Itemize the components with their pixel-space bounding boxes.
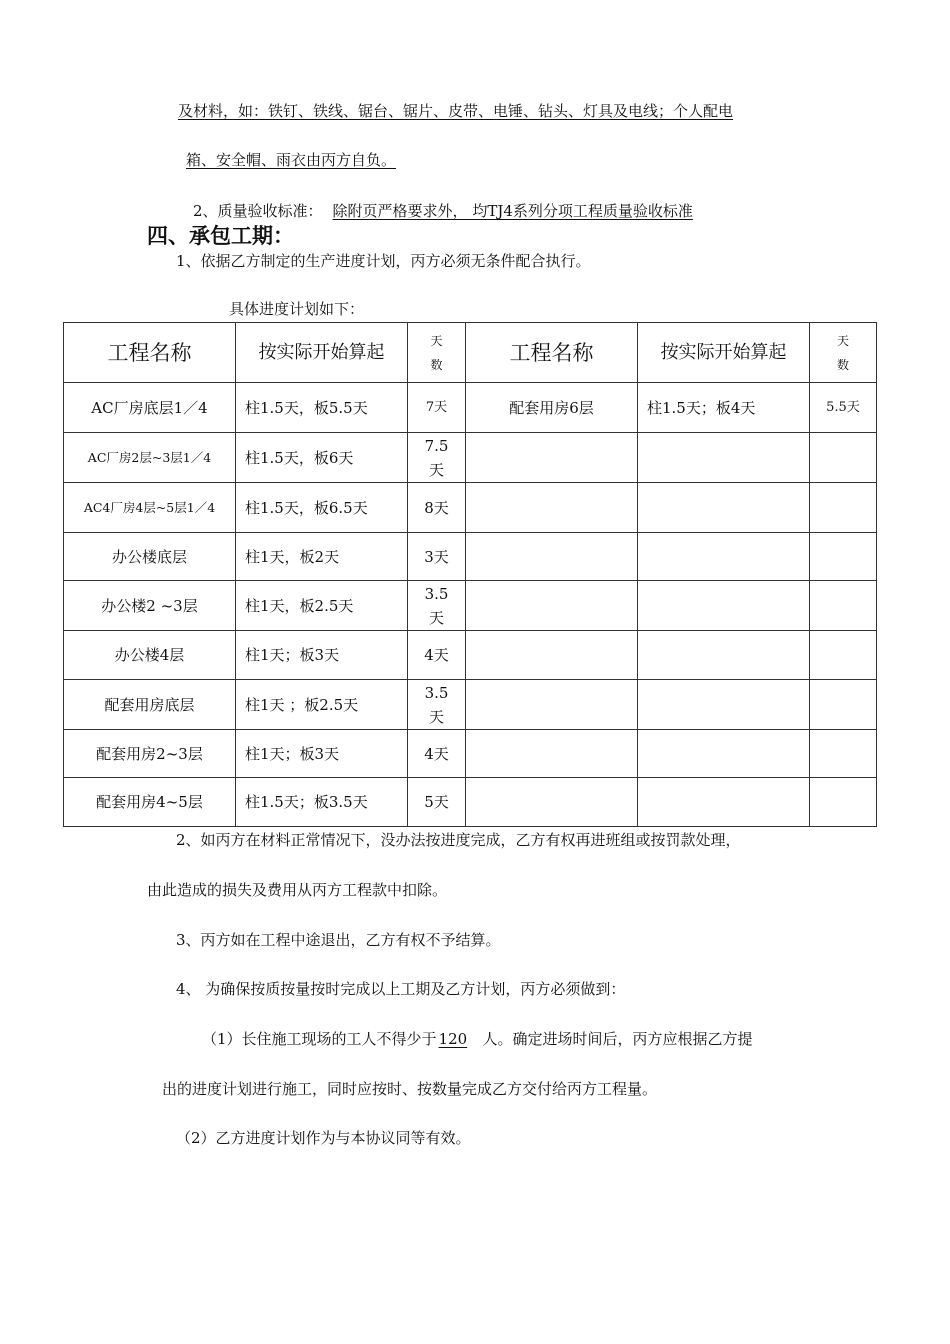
empty-cell	[638, 533, 810, 581]
row-project-name: 配套用房2~3层	[64, 730, 236, 778]
row-start: 柱1.5天；板3.5天	[236, 778, 408, 827]
row-days: 8天	[408, 483, 466, 533]
header-days-bottom-2: 数	[836, 357, 849, 372]
table-row	[64, 533, 877, 581]
clause-4-2: （2）乙方进度计划作为与本协议同等有效。	[176, 1129, 471, 1147]
row-start: 柱1天，板2天	[236, 533, 408, 581]
empty-cell	[638, 631, 810, 680]
table-row	[64, 778, 877, 827]
row-days-2: 5.5天	[810, 383, 877, 433]
row-start: 柱1天，板2.5天	[236, 581, 408, 631]
row-project-name: AC厂房2层~3层1／4	[64, 433, 236, 483]
intro-line-2: 箱、安全帽、雨衣由丙方自负。	[186, 151, 397, 169]
empty-cell	[810, 581, 877, 631]
header-days-bottom: 数	[430, 357, 443, 372]
row-project-name: 办公楼底层	[64, 533, 236, 581]
table-row	[64, 631, 877, 680]
table-row	[64, 383, 877, 433]
empty-cell	[466, 680, 638, 730]
row-start: 柱1天；板3天	[236, 631, 408, 680]
row-project-name: 配套用房底层	[64, 680, 236, 730]
empty-cell	[466, 730, 638, 778]
empty-cell	[810, 483, 877, 533]
header-days-top: 天	[430, 333, 443, 348]
empty-cell	[638, 778, 810, 827]
row-start: 柱1.5天，板5.5天	[236, 383, 408, 433]
row-start: 柱1天；板3天	[236, 730, 408, 778]
empty-cell	[638, 581, 810, 631]
row-days-unit: 天	[428, 460, 444, 479]
clause-2-line-2: 由此造成的损失及费用从丙方工程款中扣除。	[147, 881, 448, 899]
worker-count: 120	[438, 1030, 468, 1048]
clause-3: 3、丙方如在工程中途退出，乙方有权不予结算。	[176, 931, 501, 949]
row-days-unit: 天	[428, 707, 444, 726]
row-days	[408, 433, 466, 483]
clause-4-1-line-2: 出的进度计划进行施工，同时应按时、按数量完成乙方交付给丙方工程量。	[162, 1080, 658, 1098]
row-project-name-2: 配套用房6层	[466, 383, 638, 433]
row-project-name: 办公楼2 ~3层	[64, 581, 236, 631]
row-project-name: 配套用房4~5层	[64, 778, 236, 827]
clause-4: 4、 为确保按质按量按时完成以上工期及乙方计划，丙方必须做到：	[176, 980, 626, 998]
header-days-2	[810, 323, 877, 383]
clause-4-1-prefix: （1）长住施工现场的工人不得少于	[202, 1030, 437, 1048]
empty-cell	[466, 483, 638, 533]
row-days: 4天	[408, 631, 466, 680]
row-start-2: 柱1.5天；板4天	[638, 383, 810, 433]
empty-cell	[466, 778, 638, 827]
row-start: 柱1.5天，板6.5天	[236, 483, 408, 533]
row-days-value: 3.5	[424, 683, 449, 702]
row-days: 3天	[408, 533, 466, 581]
quality-standard	[193, 201, 693, 221]
row-start: 柱1.5天，板6天	[236, 433, 408, 483]
row-project-name: AC4厂房4层~5层1／4	[64, 483, 236, 533]
quality-label: 2、质量验收标准：	[193, 202, 323, 220]
row-start: 柱1天 ；板2.5天	[236, 680, 408, 730]
row-days: 7天	[408, 383, 466, 433]
empty-cell	[466, 433, 638, 483]
table-row	[64, 433, 877, 483]
empty-cell	[466, 581, 638, 631]
header-days	[408, 323, 466, 383]
row-project-name: AC厂房底层1／4	[64, 383, 236, 433]
empty-cell	[466, 533, 638, 581]
empty-cell	[810, 433, 877, 483]
empty-cell	[466, 631, 638, 680]
clause-4-1-suffix: 人。确定进场时间后，丙方应根据乙方提	[482, 1030, 753, 1048]
clause-2-line-1: 2、如丙方在材料正常情况下，没办法按进度完成，乙方有权再进班组或按罚款处理，	[176, 831, 741, 849]
row-days-value: 7.5	[424, 436, 449, 455]
empty-cell	[810, 680, 877, 730]
empty-cell	[638, 680, 810, 730]
empty-cell	[810, 631, 877, 680]
header-project-name: 工程名称	[64, 323, 236, 383]
row-project-name: 办公楼4层	[64, 631, 236, 680]
clause-4-1-line-1	[202, 1029, 753, 1049]
table-row	[64, 730, 877, 778]
row-days	[408, 581, 466, 631]
table-row	[64, 680, 877, 730]
section4-paragraph-1: 1、依据乙方制定的生产进度计划，丙方必须无条件配合执行。	[176, 252, 591, 270]
empty-cell	[638, 730, 810, 778]
quality-value: 除附页严格要求外， 均TJ4系列分项工程质量验收标准	[332, 202, 693, 220]
empty-cell	[810, 533, 877, 581]
row-days: 5天	[408, 778, 466, 827]
row-days-unit: 天	[428, 608, 444, 627]
header-project-name-2: 工程名称	[466, 323, 638, 383]
empty-cell	[810, 730, 877, 778]
header-days-top-2: 天	[836, 333, 849, 348]
row-days: 4天	[408, 730, 466, 778]
row-days-value: 3.5	[424, 584, 449, 603]
header-start-date: 按实际开始算起	[236, 323, 408, 383]
table-row	[64, 581, 877, 631]
empty-cell	[638, 433, 810, 483]
schedule-table	[63, 322, 877, 827]
header-start-date-2: 按实际开始算起	[638, 323, 810, 383]
intro-line-1: 及材料，如：铁钉、铁线、锯台、锯片、皮带、电锤、钻头、灯具及电线；个人配电	[178, 102, 734, 120]
schedule-intro: 具体进度计划如下：	[229, 300, 365, 318]
table-row	[64, 483, 877, 533]
row-days	[408, 680, 466, 730]
section-heading-4: 四、承包工期：	[147, 224, 294, 248]
empty-cell	[810, 778, 877, 827]
empty-cell	[638, 483, 810, 533]
table-header-row	[64, 323, 877, 383]
